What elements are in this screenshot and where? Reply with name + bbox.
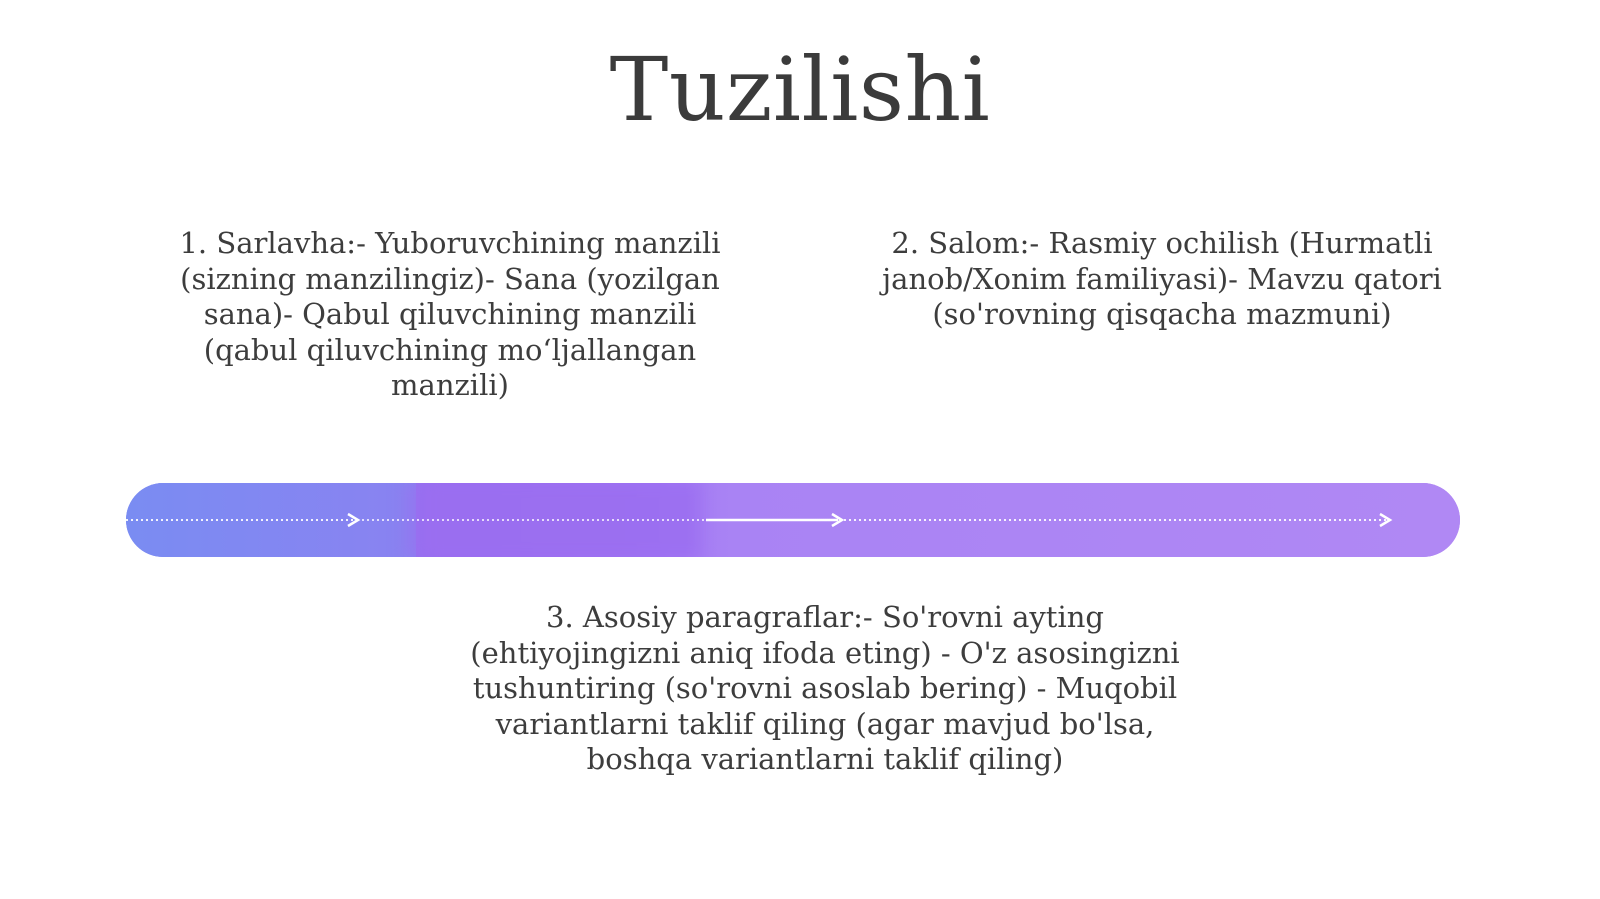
slide-title: Tuzilishi <box>609 38 991 141</box>
step-2-text: 2. Salom:- Rasmiy ochilish (Hurmatli janob/Xonim familiyasi)- Mavzu qatori (so'rovning qisqacha mazmuni) <box>882 226 1442 331</box>
timeline-arrows <box>126 483 1460 557</box>
step-3-text: 3. Asosiy paragraflar:- So'rovni ayting (ehtiyojingizni aniq ifoda eting) - O'z asosingizni tushuntiring (so'rovni asoslab bering) - Muqobil variantlarni taklif qiling (agar mavjud bo'lsa, boshqa variantlarni taklif qiling) <box>470 600 1180 776</box>
timeline-bar <box>126 483 1460 557</box>
timeline-arrowhead-1 <box>348 514 358 526</box>
step-1-text: 1. Sarlavha:- Yuboruvchining manzili (sizning manzilingiz)- Sana (yozilgan sana)- Qabul qiluvchining manzili (qabul qiluvchining mo‘ljallangan manzili) <box>179 226 721 402</box>
